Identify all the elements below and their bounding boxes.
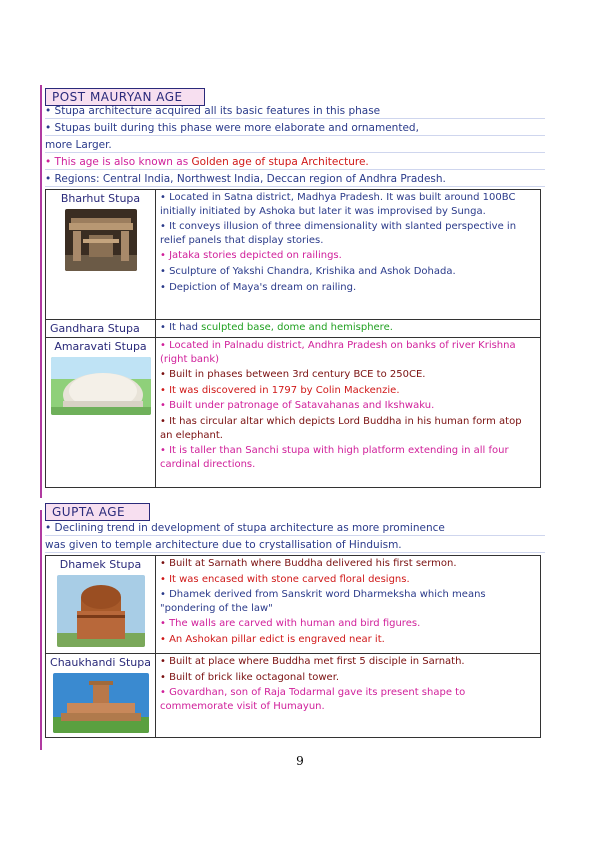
bullet-point: • Built under patronage of Satavahanas and Ikshwaku. — [160, 400, 435, 412]
dhamek-stupa-image — [57, 575, 145, 647]
intro-line-text: • Declining trend in development of stupa architecture as more prominence — [45, 522, 445, 534]
page-number: 9 — [296, 754, 304, 768]
bullet-point: • It has circular altar which depicts Lord Buddha in his human form atop an elephant. — [160, 415, 522, 441]
intro-line-text: • Regions: Central India, Northwest India, Deccan region of Andhra Pradesh. — [45, 173, 446, 185]
stupa-name-chaukhandi: Chaukhandi Stupa — [50, 656, 151, 669]
intro-line-text: • Stupa architecture acquired all its basic features in this phase — [45, 105, 381, 117]
intro-line-highlight: Golden age of stupa Architecture. — [191, 156, 369, 168]
bullet-point: • Located in Satna district, Madhya Pradesh. It was built around 100BC initially initiated by Ashoka but later it was improvised by Sunga. — [160, 192, 516, 217]
amaravati-points — [156, 338, 541, 488]
bharhut-stupa-image — [65, 209, 137, 271]
chaukhandi-points — [156, 654, 541, 738]
bullet-point: • It is taller than Sanchi stupa with high platform extending in all four cardinal directions. — [160, 445, 509, 470]
bullet-point: • It conveys illusion of three dimensionality with slanted perspective in relief panels that display stories. — [160, 221, 517, 246]
bullet-point: • An Ashokan pillar edict is engraved near it. — [160, 633, 385, 645]
intro-line-text: more Larger. — [45, 139, 112, 151]
table-row — [46, 556, 541, 654]
bullet-point: • It was discovered in 1797 by Colin Mackenzie. — [160, 384, 400, 396]
post-mauryan-stupa-table — [45, 189, 541, 488]
bullet-point: • Dhamek derived from Sanskrit word Dharmeksha which means "pondering of the law" — [160, 589, 486, 614]
stupa-name-cell — [46, 654, 156, 738]
gandhara-highlight: sculpted base, dome and hemisphere. — [201, 322, 393, 333]
table-row — [46, 654, 541, 738]
bullet-point: • Built in phases between 3rd century BCE to 250CE. — [160, 369, 426, 381]
section-title-gupta: GUPTA AGE — [45, 503, 150, 521]
intro-line — [45, 138, 545, 153]
bharhut-points — [156, 190, 541, 320]
intro-line-text: • Stupas built during this phase were more elaborate and ornamented, — [45, 122, 419, 134]
intro-line — [45, 155, 545, 170]
margin-line — [40, 85, 42, 498]
stupa-name-amaravati: Amaravati Stupa — [54, 340, 147, 353]
intro-line — [45, 172, 545, 187]
intro-line-text: was given to temple architecture due to crystallisation of Hinduism. — [45, 539, 402, 551]
gupta-stupa-table — [45, 555, 541, 738]
table-row — [46, 190, 541, 320]
stupa-name-gandhara: Gandhara Stupa — [46, 320, 156, 338]
intro-line — [45, 538, 545, 553]
bullet-point: • Govardhan, son of Raja Todarmal gave its present shape to commemorate visit of Humayun. — [160, 687, 466, 712]
margin-line — [40, 510, 42, 750]
stupa-name-cell — [46, 190, 156, 320]
bullet-point: • It was encased with stone carved floral designs. — [160, 573, 410, 585]
bullet-point: • Built at place where Buddha met first 5 disciple in Sarnath. — [160, 656, 465, 667]
bullet-point: • Built at Sarnath where Buddha delivered his first sermon. — [160, 558, 457, 569]
intro-line-text: • This age is also known as — [45, 156, 192, 168]
chaukhandi-stupa-image — [53, 673, 149, 733]
bullet-point: • Depiction of Maya's dream on railing. — [160, 281, 357, 293]
bullet-point: • Sculpture of Yakshi Chandra, Krishika and Ashok Dohada. — [160, 265, 456, 277]
bullet-point: • Located in Palnadu district, Andhra Pradesh on banks of river Krishna (right bank) — [160, 340, 516, 365]
bullet-point: • Jataka stories depicted on railings. — [160, 250, 342, 262]
intro-line — [45, 121, 545, 136]
table-row — [46, 338, 541, 488]
section-title-post-mauryan: POST MAURYAN AGE — [45, 88, 205, 106]
stupa-name-dhamek: Dhamek Stupa — [59, 558, 142, 571]
bullet-point: • The walls are carved with human and bird figures. — [160, 618, 421, 630]
stupa-name-bharhut: Bharhut Stupa — [60, 192, 141, 205]
gandhara-points — [156, 320, 541, 338]
intro-line — [45, 521, 545, 536]
stupa-name-cell — [46, 338, 156, 488]
bullet-point: • Built of brick like octagonal tower. — [160, 671, 340, 683]
table-row — [46, 320, 541, 338]
amaravati-stupa-image — [51, 357, 151, 415]
stupa-name-cell — [46, 556, 156, 654]
intro-line — [45, 104, 545, 119]
dhamek-points — [156, 556, 541, 654]
gandhara-prefix: • It had — [160, 322, 202, 333]
